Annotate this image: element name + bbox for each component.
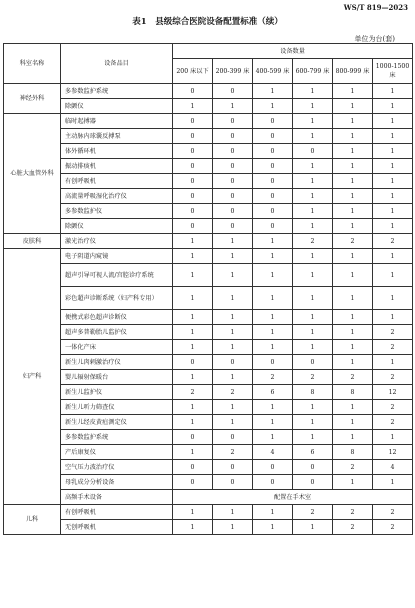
quantity-cell: 1 bbox=[173, 340, 213, 355]
dept-name: 心脏大血管外科 bbox=[4, 114, 61, 234]
quantity-cell: 1 bbox=[333, 159, 373, 174]
quantity-cell: 1 bbox=[373, 310, 413, 325]
equipment-name: 除颤仪 bbox=[61, 219, 173, 234]
equipment-name: 彩色超声诊断系统（妇产科专用） bbox=[61, 287, 173, 310]
quantity-cell: 1 bbox=[373, 264, 413, 287]
quantity-cell: 1 bbox=[213, 400, 253, 415]
table-row bbox=[4, 430, 413, 445]
table-row bbox=[4, 99, 413, 114]
quantity-cell: 0 bbox=[173, 355, 213, 370]
table-row bbox=[4, 219, 413, 234]
quantity-cell: 1 bbox=[173, 400, 213, 415]
quantity-cell: 2 bbox=[213, 385, 253, 400]
quantity-cell: 1 bbox=[373, 99, 413, 114]
quantity-cell: 0 bbox=[173, 129, 213, 144]
quantity-cell: 1 bbox=[213, 325, 253, 340]
quantity-cell: 1 bbox=[373, 129, 413, 144]
quantity-cell: 0 bbox=[173, 114, 213, 129]
quantity-cell: 1 bbox=[373, 249, 413, 264]
quantity-cell: 1 bbox=[333, 114, 373, 129]
quantity-cell: 1 bbox=[213, 415, 253, 430]
quantity-cell: 1 bbox=[173, 234, 213, 249]
quantity-cell: 0 bbox=[173, 475, 213, 490]
header-bed-range: 600-799 床 bbox=[293, 59, 333, 84]
equipment-name: 新生儿肉刺激治疗仪 bbox=[61, 355, 173, 370]
quantity-cell: 2 bbox=[373, 370, 413, 385]
quantity-cell: 0 bbox=[213, 355, 253, 370]
quantity-cell: 1 bbox=[293, 415, 333, 430]
quantity-cell: 1 bbox=[333, 189, 373, 204]
quantity-cell: 1 bbox=[373, 475, 413, 490]
quantity-cell: 0 bbox=[213, 159, 253, 174]
equipment-name: 多参数监护系统 bbox=[61, 430, 173, 445]
quantity-cell: 2 bbox=[373, 325, 413, 340]
quantity-cell: 0 bbox=[213, 189, 253, 204]
quantity-cell: 1 bbox=[173, 505, 213, 520]
quantity-cell: 1 bbox=[173, 520, 213, 535]
quantity-cell: 1 bbox=[333, 415, 373, 430]
table-row bbox=[4, 264, 413, 287]
quantity-cell: 1 bbox=[173, 99, 213, 114]
quantity-cell: 1 bbox=[213, 370, 253, 385]
equipment-name: 新生儿监护仪 bbox=[61, 385, 173, 400]
equipment-name: 主动脉内球囊反搏泵 bbox=[61, 129, 173, 144]
quantity-cell: 2 bbox=[373, 234, 413, 249]
dept-name: 儿科 bbox=[4, 505, 61, 535]
quantity-cell: 1 bbox=[213, 234, 253, 249]
quantity-cell: 2 bbox=[333, 234, 373, 249]
equipment-name: 临时起搏器 bbox=[61, 114, 173, 129]
quantity-cell: 1 bbox=[293, 219, 333, 234]
quantity-cell: 2 bbox=[373, 415, 413, 430]
quantity-cell: 1 bbox=[213, 287, 253, 310]
quantity-cell: 2 bbox=[333, 370, 373, 385]
quantity-cell: 0 bbox=[253, 460, 293, 475]
quantity-cell: 1 bbox=[333, 430, 373, 445]
quantity-cell: 0 bbox=[253, 114, 293, 129]
table-row bbox=[4, 159, 413, 174]
quantity-cell: 1 bbox=[333, 475, 373, 490]
dept-name: 神经外科 bbox=[4, 84, 61, 114]
quantity-cell: 6 bbox=[293, 445, 333, 460]
quantity-cell: 8 bbox=[333, 385, 373, 400]
header-bed-range: 1000-1500 床 bbox=[373, 59, 413, 84]
quantity-cell: 0 bbox=[173, 144, 213, 159]
quantity-cell: 0 bbox=[253, 159, 293, 174]
quantity-cell: 1 bbox=[333, 310, 373, 325]
table-row bbox=[4, 445, 413, 460]
table-row bbox=[4, 129, 413, 144]
quantity-cell: 0 bbox=[213, 204, 253, 219]
quantity-cell: 4 bbox=[253, 445, 293, 460]
header-bed-range: 800-999 床 bbox=[333, 59, 373, 84]
quantity-cell: 0 bbox=[213, 114, 253, 129]
table-row bbox=[4, 505, 413, 520]
table-row bbox=[4, 340, 413, 355]
quantity-cell: 1 bbox=[293, 264, 333, 287]
quantity-cell: 1 bbox=[293, 430, 333, 445]
header-quantity: 设备数量 bbox=[173, 44, 413, 59]
table-row bbox=[4, 174, 413, 189]
quantity-cell: 1 bbox=[213, 99, 253, 114]
dept-name: 皮肤科 bbox=[4, 234, 61, 249]
quantity-cell: 1 bbox=[253, 415, 293, 430]
quantity-cell: 1 bbox=[333, 204, 373, 219]
quantity-cell: 1 bbox=[373, 114, 413, 129]
quantity-cell: 1 bbox=[253, 400, 293, 415]
table-row bbox=[4, 400, 413, 415]
quantity-cell: 1 bbox=[333, 84, 373, 99]
quantity-cell: 0 bbox=[173, 174, 213, 189]
standard-code: WS/T 819—2023 bbox=[343, 3, 408, 12]
quantity-cell: 1 bbox=[373, 159, 413, 174]
table-row bbox=[4, 189, 413, 204]
quantity-cell: 1 bbox=[253, 430, 293, 445]
quantity-cell: 2 bbox=[293, 234, 333, 249]
quantity-cell: 0 bbox=[213, 460, 253, 475]
quantity-cell: 1 bbox=[373, 189, 413, 204]
quantity-cell: 8 bbox=[293, 385, 333, 400]
merged-note: 配置在手术室 bbox=[173, 490, 413, 505]
quantity-cell: 1 bbox=[173, 445, 213, 460]
quantity-cell: 1 bbox=[293, 159, 333, 174]
quantity-cell: 0 bbox=[293, 355, 333, 370]
quantity-cell: 1 bbox=[173, 310, 213, 325]
quantity-cell: 0 bbox=[213, 430, 253, 445]
equipment-name: 多参数监护系统 bbox=[61, 84, 173, 99]
equipment-name: 超声多普勒胎儿监护仪 bbox=[61, 325, 173, 340]
table-row bbox=[4, 385, 413, 400]
dept-name: 妇产科 bbox=[4, 249, 61, 505]
header-bed-range: 200 床以下 bbox=[173, 59, 213, 84]
table-row bbox=[4, 114, 413, 129]
quantity-cell: 0 bbox=[173, 189, 213, 204]
quantity-cell: 2 bbox=[173, 385, 213, 400]
quantity-cell: 1 bbox=[213, 520, 253, 535]
quantity-cell: 1 bbox=[293, 99, 333, 114]
quantity-cell: 0 bbox=[253, 174, 293, 189]
quantity-cell: 1 bbox=[213, 310, 253, 325]
equipment-name: 多参数监护仪 bbox=[61, 204, 173, 219]
quantity-cell: 1 bbox=[253, 249, 293, 264]
header-bed-range: 400-599 床 bbox=[253, 59, 293, 84]
quantity-cell: 1 bbox=[293, 287, 333, 310]
equipment-name: 有创呼吸机 bbox=[61, 505, 173, 520]
quantity-cell: 1 bbox=[333, 287, 373, 310]
quantity-cell: 1 bbox=[253, 287, 293, 310]
table-title: 表1 县级综合医院设备配置标准（续） bbox=[132, 17, 283, 27]
equipment-name: 空气压力波治疗仪 bbox=[61, 460, 173, 475]
table-row bbox=[4, 490, 413, 505]
quantity-cell: 2 bbox=[213, 445, 253, 460]
quantity-cell: 0 bbox=[293, 144, 333, 159]
quantity-cell: 1 bbox=[373, 144, 413, 159]
table-row bbox=[4, 310, 413, 325]
header-dept: 科室名称 bbox=[4, 44, 61, 84]
quantity-cell: 8 bbox=[333, 445, 373, 460]
quantity-cell: 1 bbox=[293, 189, 333, 204]
table-row bbox=[4, 475, 413, 490]
header-bed-range: 200-399 床 bbox=[213, 59, 253, 84]
quantity-cell: 1 bbox=[333, 340, 373, 355]
quantity-cell: 0 bbox=[253, 219, 293, 234]
quantity-cell: 1 bbox=[293, 204, 333, 219]
quantity-cell: 6 bbox=[253, 385, 293, 400]
quantity-cell: 1 bbox=[253, 234, 293, 249]
quantity-cell: 0 bbox=[213, 475, 253, 490]
table-row bbox=[4, 355, 413, 370]
equipment-name: 婴儿辐射保暖台 bbox=[61, 370, 173, 385]
quantity-cell: 1 bbox=[213, 505, 253, 520]
equipment-name: 母乳成分分析设备 bbox=[61, 475, 173, 490]
quantity-cell: 2 bbox=[373, 400, 413, 415]
quantity-cell: 0 bbox=[173, 460, 213, 475]
quantity-cell: 1 bbox=[253, 520, 293, 535]
quantity-cell: 0 bbox=[253, 144, 293, 159]
quantity-cell: 2 bbox=[253, 370, 293, 385]
quantity-cell: 1 bbox=[253, 310, 293, 325]
equipment-name: 振动排痰机 bbox=[61, 159, 173, 174]
quantity-cell: 1 bbox=[293, 84, 333, 99]
quantity-cell: 2 bbox=[373, 340, 413, 355]
quantity-cell: 1 bbox=[333, 129, 373, 144]
quantity-cell: 2 bbox=[293, 505, 333, 520]
quantity-cell: 1 bbox=[253, 84, 293, 99]
quantity-cell: 0 bbox=[213, 144, 253, 159]
quantity-cell: 1 bbox=[253, 99, 293, 114]
quantity-cell: 1 bbox=[333, 99, 373, 114]
quantity-cell: 1 bbox=[333, 264, 373, 287]
equipment-name: 一体化产床 bbox=[61, 340, 173, 355]
table-row bbox=[4, 204, 413, 219]
quantity-cell: 1 bbox=[173, 370, 213, 385]
equipment-name: 产后康复仪 bbox=[61, 445, 173, 460]
quantity-cell: 1 bbox=[373, 174, 413, 189]
quantity-cell: 1 bbox=[373, 204, 413, 219]
quantity-cell: 1 bbox=[213, 264, 253, 287]
quantity-cell: 1 bbox=[333, 325, 373, 340]
quantity-cell: 2 bbox=[373, 520, 413, 535]
quantity-cell: 1 bbox=[253, 264, 293, 287]
quantity-cell: 1 bbox=[173, 264, 213, 287]
equipment-name: 新生儿经皮黄疸测定仪 bbox=[61, 415, 173, 430]
table-row bbox=[4, 249, 413, 264]
quantity-cell: 1 bbox=[373, 219, 413, 234]
unit-note: 单位为台(套) bbox=[354, 35, 395, 43]
quantity-cell: 2 bbox=[373, 505, 413, 520]
quantity-cell: 1 bbox=[293, 325, 333, 340]
equipment-name: 体外循环机 bbox=[61, 144, 173, 159]
quantity-cell: 0 bbox=[173, 204, 213, 219]
quantity-cell: 1 bbox=[253, 340, 293, 355]
quantity-cell: 1 bbox=[333, 174, 373, 189]
quantity-cell: 0 bbox=[253, 355, 293, 370]
equipment-name: 超声引导可视人流/宫腔诊疗系统 bbox=[61, 264, 173, 287]
equipment-name: 无创呼吸机 bbox=[61, 520, 173, 535]
quantity-cell: 1 bbox=[373, 355, 413, 370]
quantity-cell: 1 bbox=[173, 415, 213, 430]
quantity-cell: 1 bbox=[253, 325, 293, 340]
quantity-cell: 12 bbox=[373, 385, 413, 400]
quantity-cell: 0 bbox=[213, 174, 253, 189]
quantity-cell: 12 bbox=[373, 445, 413, 460]
equipment-name: 除颤仪 bbox=[61, 99, 173, 114]
equipment-name: 电子阴道内窥镜 bbox=[61, 249, 173, 264]
table-row bbox=[4, 325, 413, 340]
quantity-cell: 0 bbox=[213, 84, 253, 99]
table-row bbox=[4, 370, 413, 385]
quantity-cell: 1 bbox=[333, 219, 373, 234]
quantity-cell: 1 bbox=[293, 174, 333, 189]
table-row bbox=[4, 144, 413, 159]
equipment-table bbox=[3, 43, 413, 535]
quantity-cell: 1 bbox=[173, 325, 213, 340]
quantity-cell: 1 bbox=[293, 310, 333, 325]
quantity-cell: 1 bbox=[293, 129, 333, 144]
quantity-cell: 0 bbox=[173, 430, 213, 445]
table-row bbox=[4, 520, 413, 535]
quantity-cell: 0 bbox=[253, 204, 293, 219]
table-row bbox=[4, 287, 413, 310]
equipment-name: 高流量呼吸湿化治疗仪 bbox=[61, 189, 173, 204]
quantity-cell: 1 bbox=[373, 84, 413, 99]
quantity-cell: 0 bbox=[293, 460, 333, 475]
table-row bbox=[4, 234, 413, 249]
quantity-cell: 4 bbox=[373, 460, 413, 475]
quantity-cell: 1 bbox=[213, 340, 253, 355]
quantity-cell: 2 bbox=[333, 505, 373, 520]
quantity-cell: 1 bbox=[173, 249, 213, 264]
table-row bbox=[4, 84, 413, 99]
quantity-cell: 1 bbox=[213, 249, 253, 264]
quantity-cell: 1 bbox=[173, 287, 213, 310]
quantity-cell: 1 bbox=[293, 340, 333, 355]
quantity-cell: 1 bbox=[373, 287, 413, 310]
quantity-cell: 2 bbox=[333, 460, 373, 475]
quantity-cell: 1 bbox=[293, 520, 333, 535]
header-equipment: 设备品目 bbox=[61, 44, 173, 84]
quantity-cell: 2 bbox=[333, 520, 373, 535]
quantity-cell: 1 bbox=[333, 249, 373, 264]
equipment-name: 新生儿听力筛查仪 bbox=[61, 400, 173, 415]
quantity-cell: 1 bbox=[333, 355, 373, 370]
quantity-cell: 1 bbox=[333, 144, 373, 159]
quantity-cell: 1 bbox=[333, 400, 373, 415]
quantity-cell: 0 bbox=[253, 129, 293, 144]
quantity-cell: 0 bbox=[253, 189, 293, 204]
equipment-name: 激光治疗仪 bbox=[61, 234, 173, 249]
quantity-cell: 1 bbox=[293, 114, 333, 129]
quantity-cell: 1 bbox=[293, 249, 333, 264]
quantity-cell: 0 bbox=[213, 129, 253, 144]
table-row bbox=[4, 415, 413, 430]
equipment-name: 高频手术设备 bbox=[61, 490, 173, 505]
equipment-name: 便携式彩色超声诊断仪 bbox=[61, 310, 173, 325]
quantity-cell: 0 bbox=[253, 475, 293, 490]
quantity-cell: 1 bbox=[373, 430, 413, 445]
equipment-name: 有创呼吸机 bbox=[61, 174, 173, 189]
quantity-cell: 0 bbox=[173, 159, 213, 174]
table-row bbox=[4, 460, 413, 475]
quantity-cell: 0 bbox=[213, 219, 253, 234]
quantity-cell: 0 bbox=[173, 84, 213, 99]
quantity-cell: 1 bbox=[293, 400, 333, 415]
quantity-cell: 0 bbox=[173, 219, 213, 234]
quantity-cell: 0 bbox=[293, 475, 333, 490]
quantity-cell: 2 bbox=[293, 370, 333, 385]
quantity-cell: 1 bbox=[253, 505, 293, 520]
